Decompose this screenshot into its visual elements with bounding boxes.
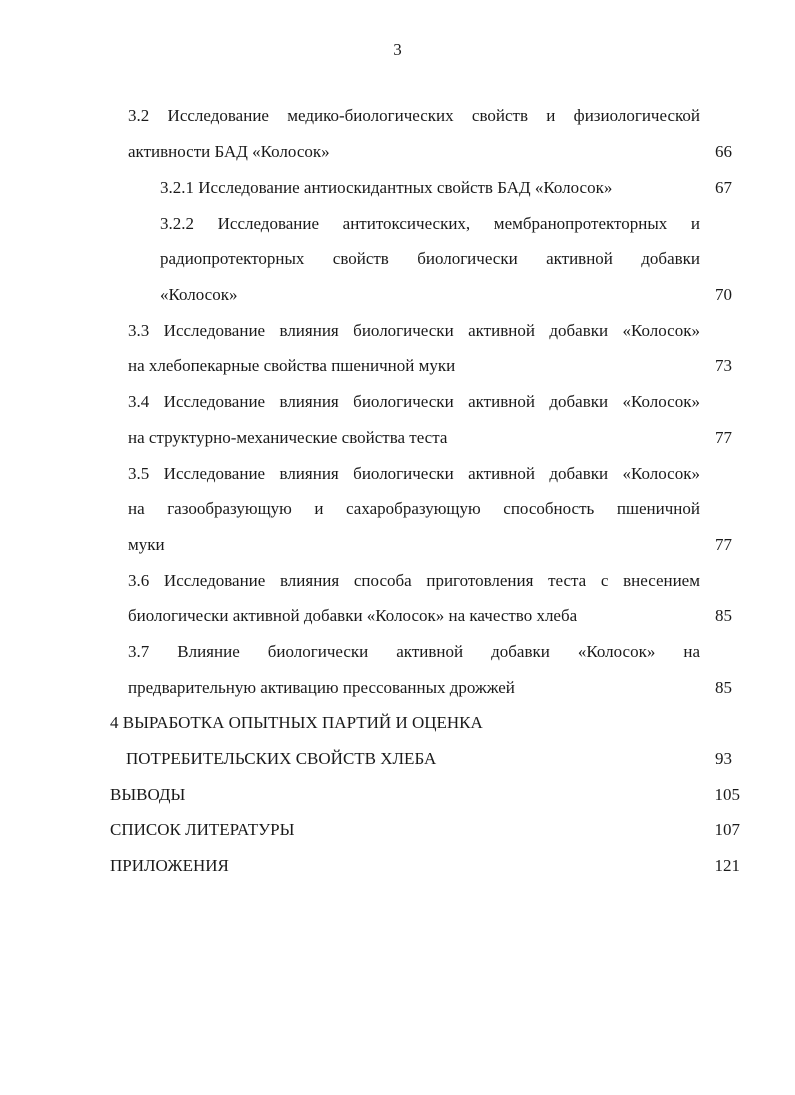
toc-entry-3-7-line-1: 3.7 Влияние биологически активной добавки «Колосок» на bbox=[128, 642, 700, 661]
toc-entry-3-2-page: 66 bbox=[715, 142, 732, 161]
toc-entry-3-4-page: 77 bbox=[715, 428, 732, 447]
toc-entry-3-2-2-page: 70 bbox=[715, 285, 732, 304]
toc-entry-3-3-page: 73 bbox=[715, 356, 732, 375]
toc-entry-3-3-line-1: 3.3 Исследование влияния биологически активной добавки «Колосок» bbox=[128, 321, 700, 340]
toc-entry-4-page: 93 bbox=[715, 749, 732, 768]
toc-entry-3-7-page: 85 bbox=[715, 678, 732, 697]
toc-entry-3-2-1-line-1: 3.2.1 Исследование антиоскидантных свойств БАД «Колосок» bbox=[160, 178, 613, 197]
toc-entry-conclusions-page: 105 bbox=[714, 785, 740, 804]
toc-entry-references-page: 107 bbox=[714, 820, 740, 839]
toc-entry-references-label: СПИСОК ЛИТЕРАТУРЫ bbox=[110, 820, 295, 839]
toc-entry-3-2-1-page: 67 bbox=[715, 178, 732, 197]
toc-entry-4-line-1: 4 ВЫРАБОТКА ОПЫТНЫХ ПАРТИЙ И ОЦЕНКА bbox=[110, 713, 483, 732]
page-number: 3 bbox=[393, 40, 402, 59]
toc-entry-3-2-2-line-2: радиопротекторных свойств биологически активной добавки bbox=[160, 249, 700, 268]
toc-entry-3-6-line-1: 3.6 Исследование влияния способа приготовления теста с внесением bbox=[128, 571, 700, 590]
toc-entry-3-5-line-1: 3.5 Исследование влияния биологически активной добавки «Колосок» bbox=[128, 464, 700, 483]
toc-entry-3-2-2-line-3: «Колосок» bbox=[160, 285, 238, 304]
toc-entry-3-4-line-2: на структурно-механические свойства теста bbox=[128, 428, 448, 447]
toc-entry-3-7-line-2: предварительную активацию прессованных дрожжей bbox=[128, 678, 515, 697]
toc-entry-3-2-line-1: 3.2 Исследование медико-биологических свойств и физиологической bbox=[128, 106, 700, 125]
toc-entry-3-5-line-2: на газообразующую и сахаробразующую способность пшеничной bbox=[128, 499, 700, 518]
toc-entry-3-5-page: 77 bbox=[715, 535, 732, 554]
toc-entry-conclusions-label: ВЫВОДЫ bbox=[110, 785, 186, 804]
toc-entry-3-5-line-3: муки bbox=[128, 535, 165, 554]
toc-entry-appendices-label: ПРИЛОЖЕНИЯ bbox=[110, 856, 229, 875]
toc-entry-3-6-page: 85 bbox=[715, 606, 732, 625]
toc-entry-3-4-line-1: 3.4 Исследование влияния биологически активной добавки «Колосок» bbox=[128, 392, 700, 411]
toc-entry-3-2-2-line-1: 3.2.2 Исследование антитоксических, мембранопротекторных и bbox=[160, 214, 700, 233]
toc-entry-3-2-line-2: активности БАД «Колосок» bbox=[128, 142, 330, 161]
toc-entry-3-6-line-2: биологически активной добавки «Колосок» на качество хлеба bbox=[128, 606, 578, 625]
toc-entry-appendices-page: 121 bbox=[714, 856, 740, 875]
toc-entry-3-3-line-2: на хлебопекарные свойства пшеничной муки bbox=[128, 356, 456, 375]
toc-entry-4-line-2: ПОТРЕБИТЕЛЬСКИХ СВОЙСТВ ХЛЕБА bbox=[126, 749, 437, 768]
